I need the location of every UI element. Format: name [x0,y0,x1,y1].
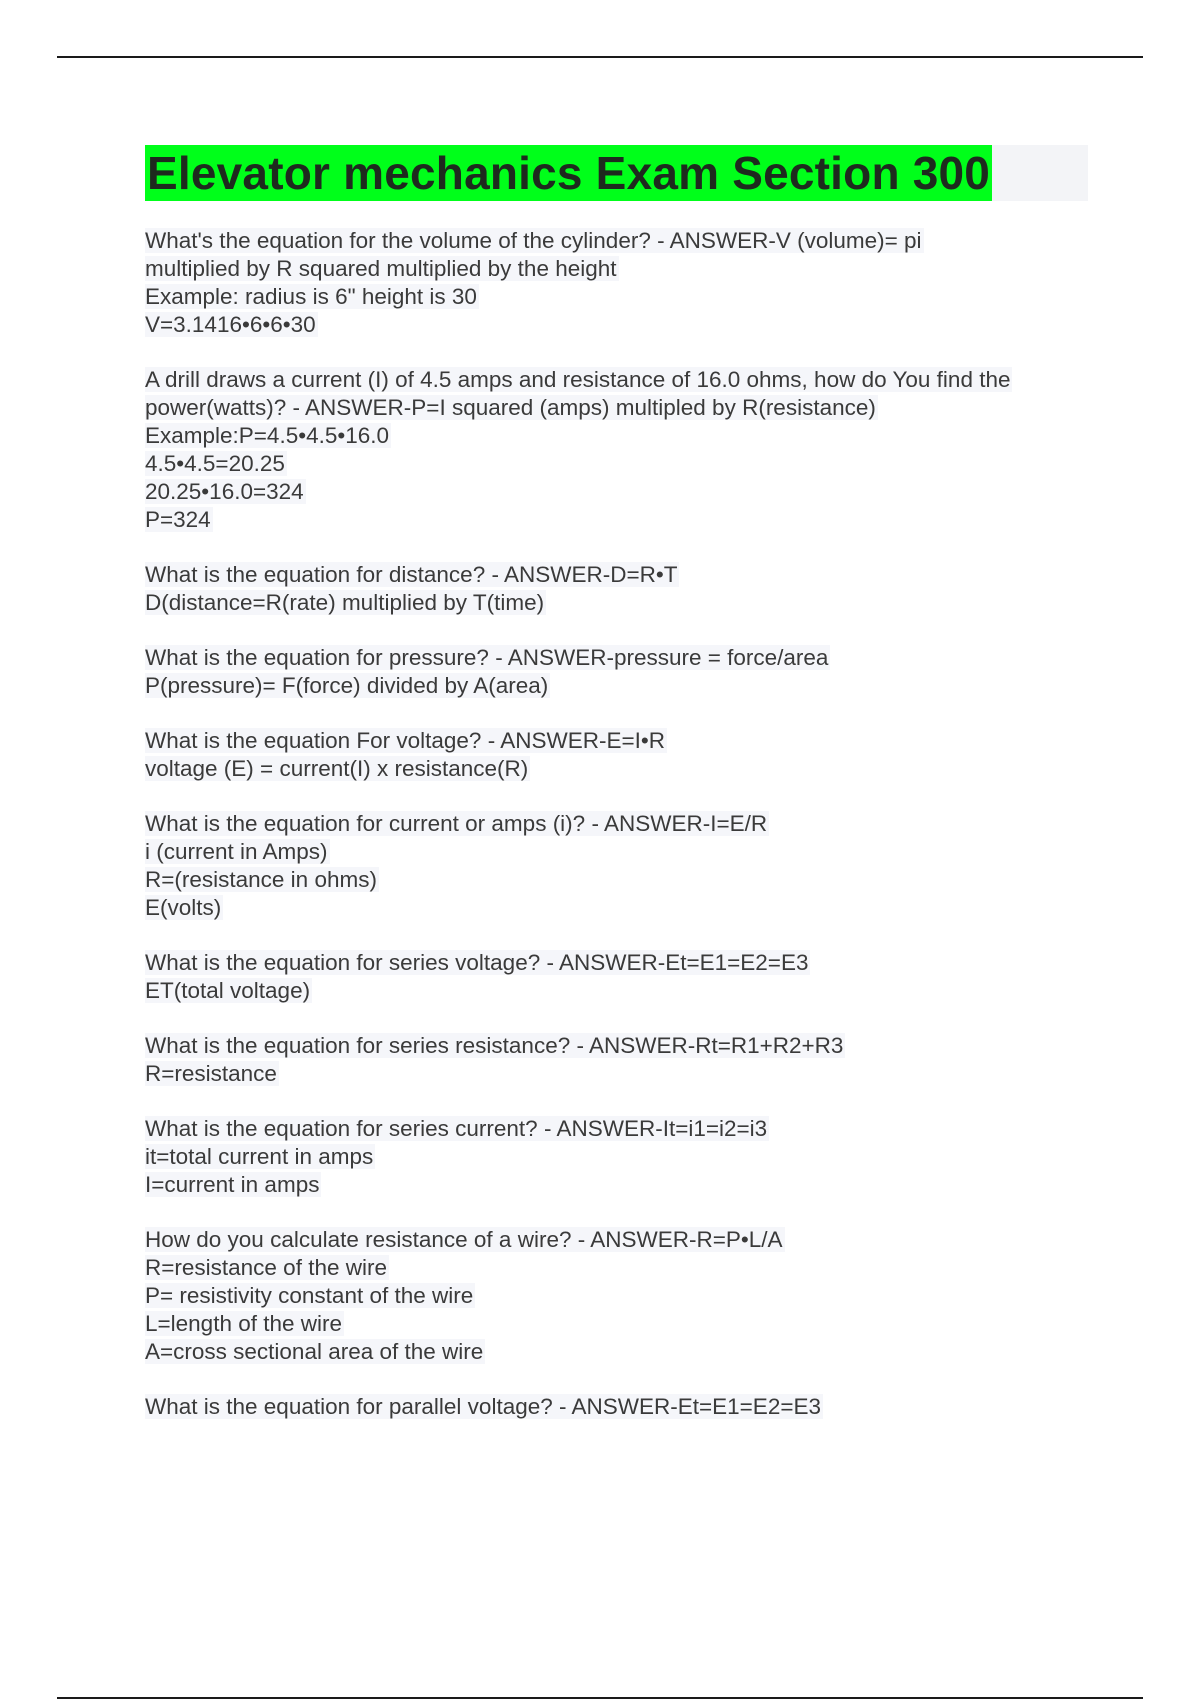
question-line [145,810,1090,838]
answer-line [145,1282,1090,1310]
line-text: What's the equation for the volume of the cylinder? - ANSWER-V (volume)= pi [145,228,922,253]
question-line [145,1115,1090,1143]
qa-entry [145,227,1090,339]
question-line [145,1226,1090,1254]
answer-line [145,283,1090,311]
line-text: R=resistance of the wire [145,1255,387,1280]
qa-entry [145,727,1090,783]
qa-entry [145,1115,1090,1199]
line-text: L=length of the wire [145,1311,343,1336]
line-text: multiplied by R squared multiplied by the height [145,256,617,281]
line-text: P= resistivity constant of the wire [145,1283,474,1308]
line-text: I=current in amps [145,1172,320,1197]
line-text: What is the equation for current or amps (i)? - ANSWER-I=E/R [145,811,768,836]
question-line [145,1032,1090,1060]
line-text: P=324 [145,507,211,532]
question-line [145,644,1090,672]
question-line [145,727,1090,755]
answer-line [145,311,1090,339]
answer-line [145,394,1090,422]
answer-line [145,1060,1090,1088]
line-text: What is the equation for distance? - ANSWER-D=R•T [145,562,678,587]
line-text: i (current in Amps) [145,839,328,864]
qa-list [145,227,1090,1421]
line-text: What is the equation for pressure? - ANSWER-pressure = force/area [145,645,829,670]
question-line [145,227,1090,255]
qa-entry [145,1393,1090,1421]
line-text: A drill draws a current (I) of 4.5 amps and resistance of 16.0 ohms, how do You find the [145,367,1011,392]
line-text: E(volts) [145,895,222,920]
answer-line [145,589,1090,617]
answer-line [145,755,1090,783]
answer-line [145,1310,1090,1338]
line-text: What is the equation for parallel voltage? - ANSWER-Et=E1=E2=E3 [145,1394,821,1419]
answer-line [145,1171,1090,1199]
question-line [145,561,1090,589]
title-bar [145,145,1088,201]
answer-line [145,977,1090,1005]
answer-line [145,1338,1090,1366]
answer-line [145,672,1090,700]
answer-line [145,1254,1090,1282]
qa-entry [145,949,1090,1005]
footer-rule [57,1697,1143,1699]
line-text: voltage (E) = current(I) x resistance(R) [145,756,529,781]
qa-entry [145,810,1090,922]
line-text: it=total current in amps [145,1144,374,1169]
line-text: A=cross sectional area of the wire [145,1339,484,1364]
answer-line [145,422,1090,450]
answer-line [145,1143,1090,1171]
line-text: Example:P=4.5•4.5•16.0 [145,423,390,448]
line-text: power(watts)? - ANSWER-P=I squared (amps) multipled by R(resistance) [145,395,876,420]
answer-line [145,866,1090,894]
line-text: 20.25•16.0=324 [145,479,304,504]
line-text: What is the equation For voltage? - ANSWER-E=I•R [145,728,665,753]
qa-entry [145,1032,1090,1088]
line-text: What is the equation for series current? - ANSWER-It=i1=i2=i3 [145,1116,768,1141]
qa-entry [145,644,1090,700]
answer-line [145,255,1090,283]
line-text: P(pressure)= F(force) divided by A(area) [145,673,549,698]
answer-line [145,450,1090,478]
line-text: How do you calculate resistance of a wire? - ANSWER-R=P•L/A [145,1227,783,1252]
qa-entry [145,561,1090,617]
header-rule [57,56,1143,58]
line-text: What is the equation for series voltage? - ANSWER-Et=E1=E2=E3 [145,950,809,975]
document-title: Elevator mechanics Exam Section 300 [147,147,991,199]
qa-entry [145,366,1090,534]
line-text: D(distance=R(rate) multiplied by T(time) [145,590,545,615]
answer-line [145,478,1090,506]
line-text: ET(total voltage) [145,978,311,1003]
answer-line [145,506,1090,534]
line-text: V=3.1416•6•6•30 [145,312,316,337]
document-body [145,145,1090,1448]
line-text: What is the equation for series resistance? - ANSWER-Rt=R1+R2+R3 [145,1033,844,1058]
answer-line [145,894,1090,922]
question-line [145,949,1090,977]
line-text: R=resistance [145,1061,277,1086]
line-text: Example: radius is 6" height is 30 [145,284,477,309]
line-text: R=(resistance in ohms) [145,867,377,892]
question-line [145,1393,1090,1421]
question-line [145,366,1090,394]
answer-line [145,838,1090,866]
line-text: 4.5•4.5=20.25 [145,451,285,476]
qa-entry [145,1226,1090,1366]
